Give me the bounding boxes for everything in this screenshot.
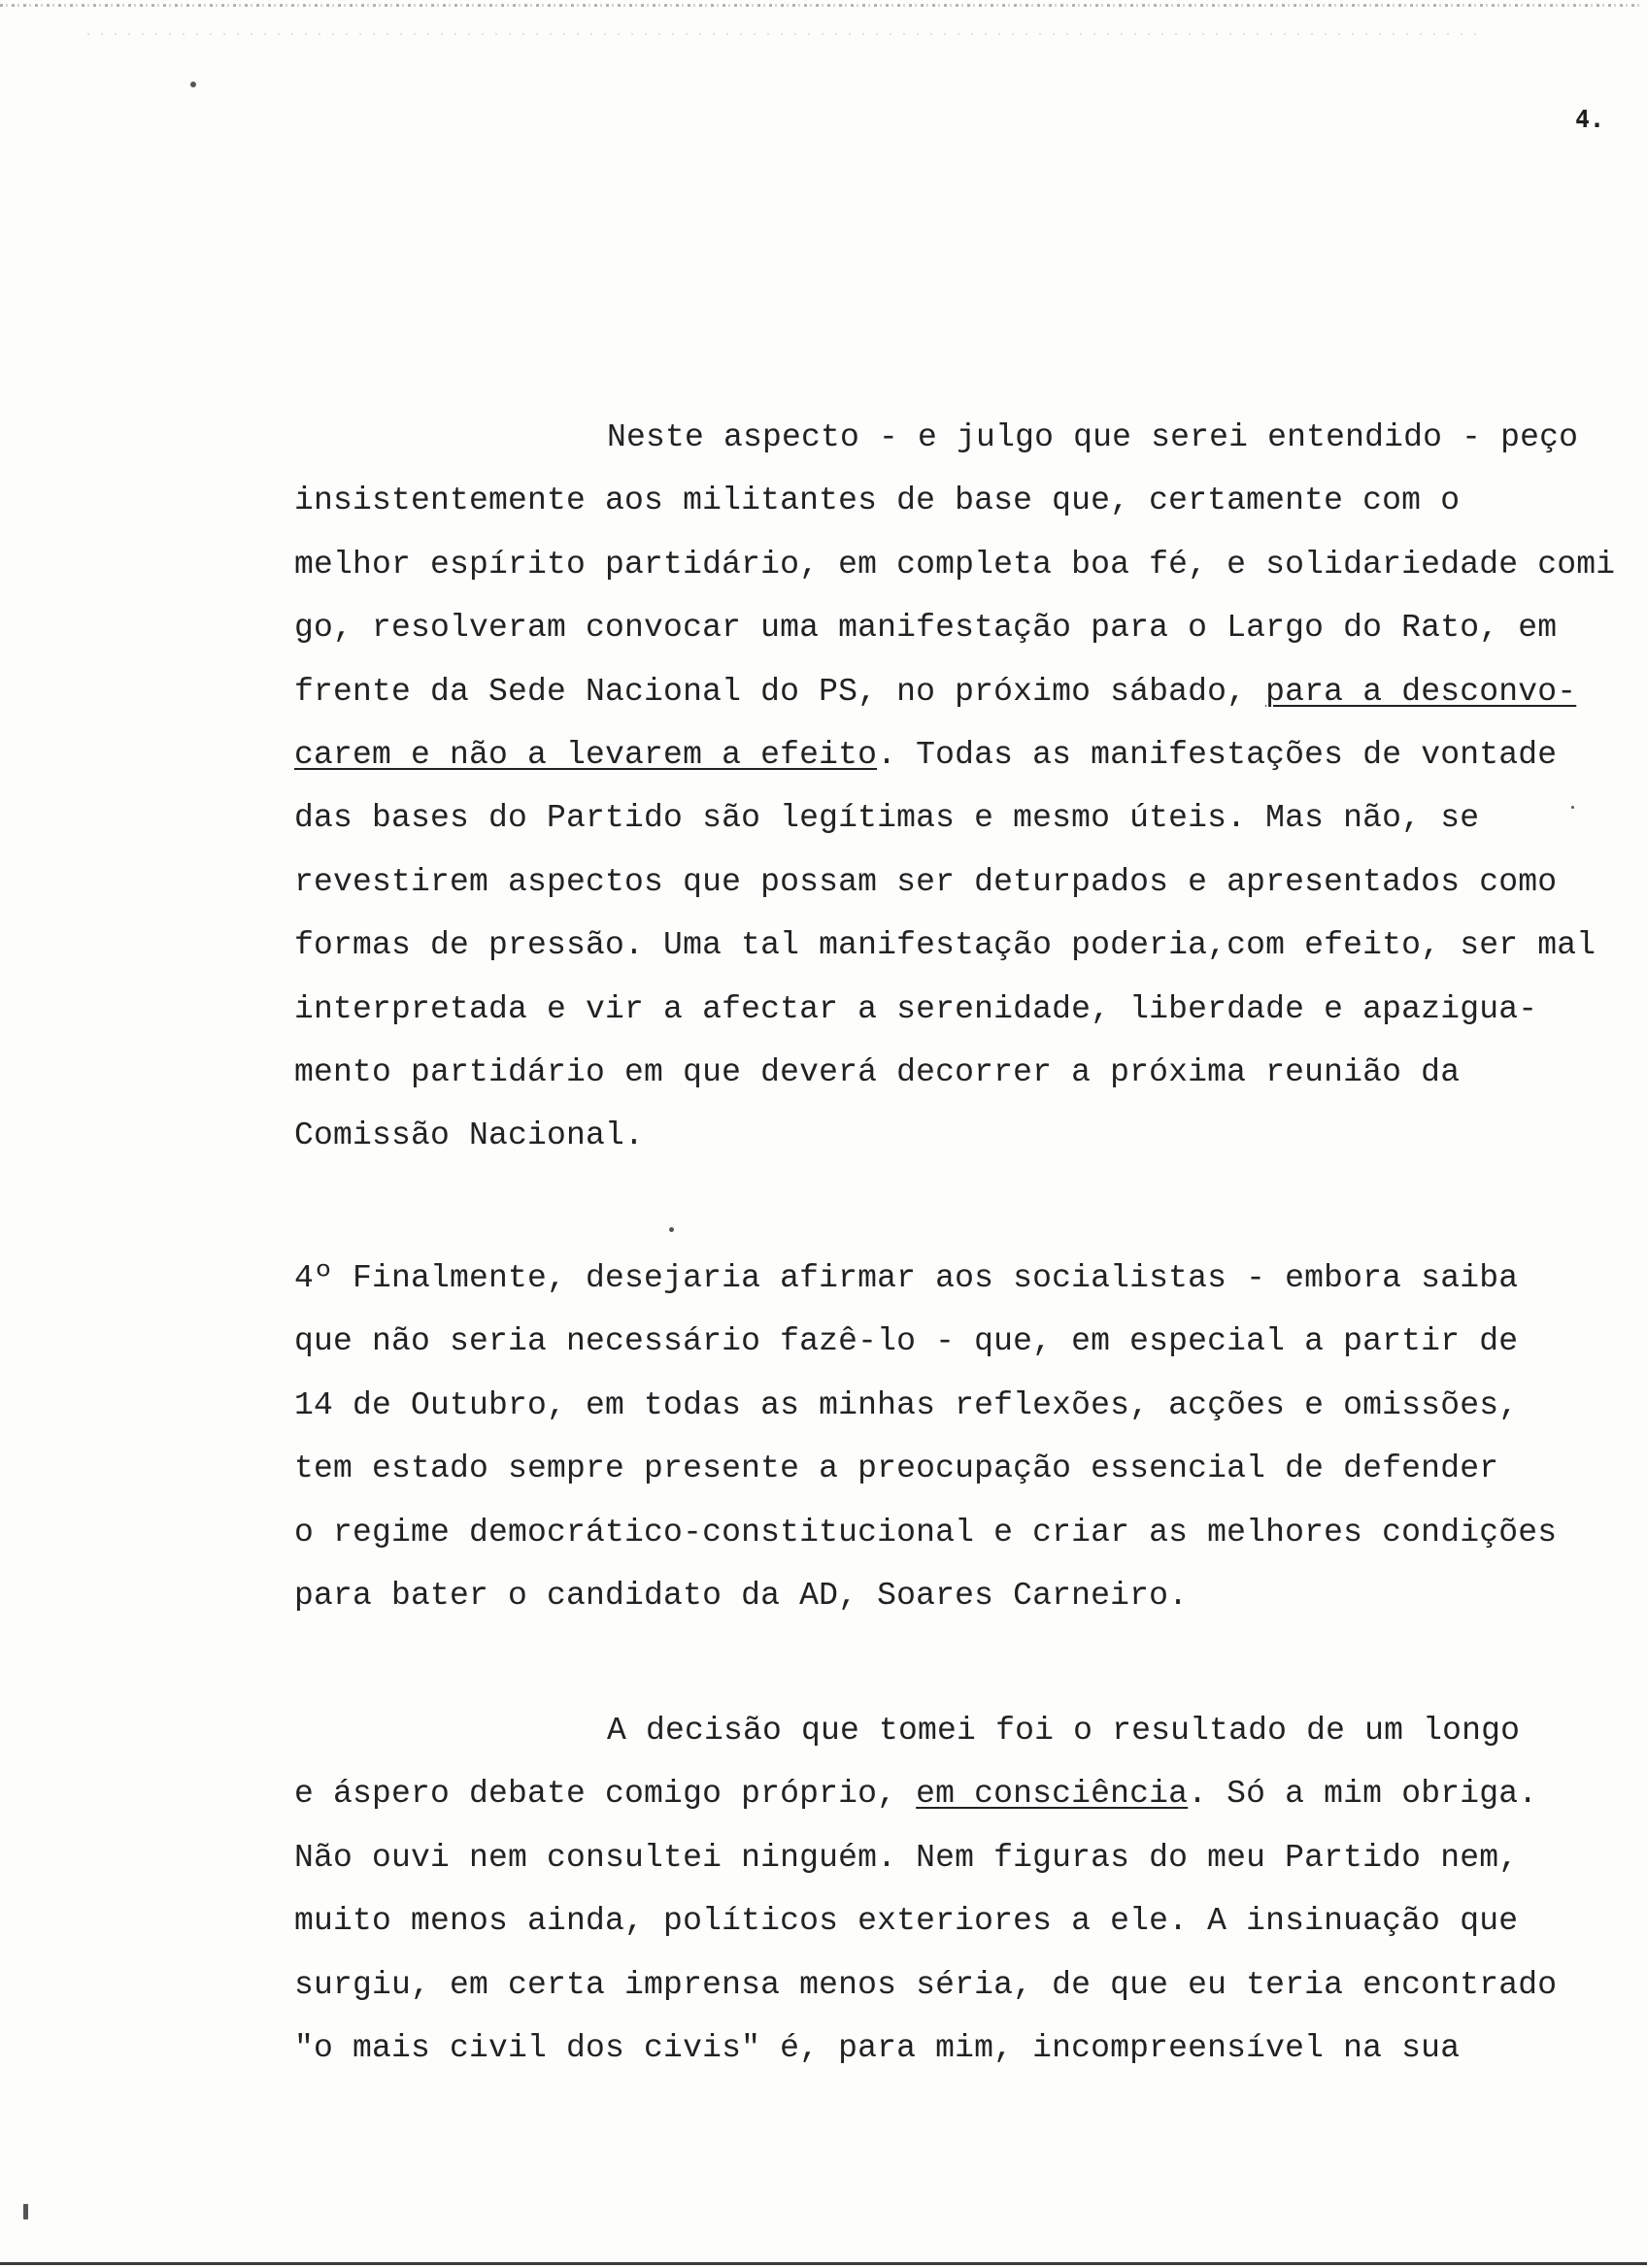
text-line: [294, 1117, 644, 1153]
text-line: [294, 1387, 1518, 1423]
text-segment: 4º Finalmente, desejaria afirmar aos socialistas - embora saiba: [294, 1260, 1519, 1296]
text-segment: frente da Sede Nacional do PS, no próximo sábado,: [294, 673, 1266, 710]
text-line: [294, 1967, 1557, 2003]
text-line: [294, 864, 1557, 900]
text-segment: interpretada e vir a afectar a serenidade, liberdade e apazigua-: [294, 990, 1538, 1027]
page-number: 4.: [1575, 105, 1605, 133]
text-segment: Comissão Nacional.: [294, 1117, 645, 1154]
underlined-text: em consciência: [916, 1776, 1189, 1813]
text-line: [294, 1903, 1518, 1939]
text-line: [607, 1713, 1520, 1749]
text-segment: tem estado sempre presente a preocupação essencial de defender: [294, 1451, 1499, 1487]
scan-speck: [23, 2204, 28, 2219]
scan-top-noise: [87, 33, 1486, 35]
text-line: [294, 927, 1596, 963]
text-segment: Não ouvi nem consultei ninguém. Nem figuras do meu Partido nem,: [294, 1839, 1519, 1876]
text-segment: mento partidário em que deverá decorrer a próxima reunião da: [294, 1054, 1461, 1090]
scan-top-edge: [0, 4, 1641, 7]
text-segment: muito menos ainda, políticos exteriores a ele. A insinuação que: [294, 1903, 1519, 1940]
text-segment: das bases do Partido são legítimas e mesmo úteis. Mas não, se: [294, 800, 1480, 837]
text-line: [607, 419, 1578, 455]
text-line: [294, 674, 1576, 710]
text-segment: . Todas as manifestações de vontade: [877, 737, 1558, 773]
underlined-text: carem e não a levarem a efeito: [294, 737, 878, 773]
scan-speck: [1571, 806, 1574, 809]
scan-speck: [190, 82, 196, 87]
text-segment: formas de pressão. Uma tal manifestação poderia,com efeito, ser mal: [294, 927, 1597, 964]
text-segment: surgiu, em certa imprensa menos séria, de que eu teria encontrado: [294, 1966, 1558, 2003]
text-line: [294, 1578, 1188, 1614]
text-segment: 14 de Outubro, em todas as minhas reflexões, acções e omissões,: [294, 1386, 1519, 1423]
scan-bottom-edge: [0, 2262, 1647, 2265]
text-line: [294, 610, 1557, 646]
text-line: [294, 483, 1460, 518]
text-segment: melhor espírito partidário, em completa boa fé, e solidariedade comi: [294, 546, 1616, 583]
text-line: [294, 800, 1479, 836]
text-line: [294, 991, 1537, 1027]
underlined-text: para a desconvo-: [1265, 673, 1577, 710]
text-line: [294, 1451, 1498, 1486]
text-line: [294, 1260, 1518, 1296]
text-segment: revestirem aspectos que possam ser deturpados e apresentados como: [294, 863, 1558, 900]
text-line: [294, 2030, 1460, 2066]
text-segment: Neste aspecto - e julgo que serei entendido - peço: [607, 419, 1579, 455]
text-segment: que não seria necessário fazê-lo - que, em especial a partir de: [294, 1323, 1519, 1360]
text-line: [294, 1515, 1557, 1551]
text-segment: go, resolveram convocar uma manifestação para o Largo do Rato, em: [294, 610, 1558, 647]
scan-speck: [669, 1227, 674, 1232]
text-segment: insistentemente aos militantes de base que, certamente com o: [294, 483, 1461, 519]
text-segment: . Só a mim obriga.: [1188, 1776, 1538, 1813]
text-line: [294, 547, 1615, 583]
text-segment: o regime democrático-constitucional e criar as melhores condições: [294, 1514, 1558, 1551]
text-segment: "o mais civil dos civis" é, para mim, incompreensível na sua: [294, 2030, 1461, 2066]
text-line: [294, 1323, 1518, 1359]
text-line: [294, 1840, 1518, 1876]
text-line: [294, 737, 1557, 773]
text-segment: A decisão que tomei foi o resultado de um longo: [607, 1713, 1521, 1749]
text-segment: e áspero debate comigo próprio,: [294, 1776, 917, 1813]
text-line: [294, 1776, 1537, 1812]
text-line: [294, 1054, 1460, 1090]
text-segment: para bater o candidato da AD, Soares Carneiro.: [294, 1578, 1189, 1614]
